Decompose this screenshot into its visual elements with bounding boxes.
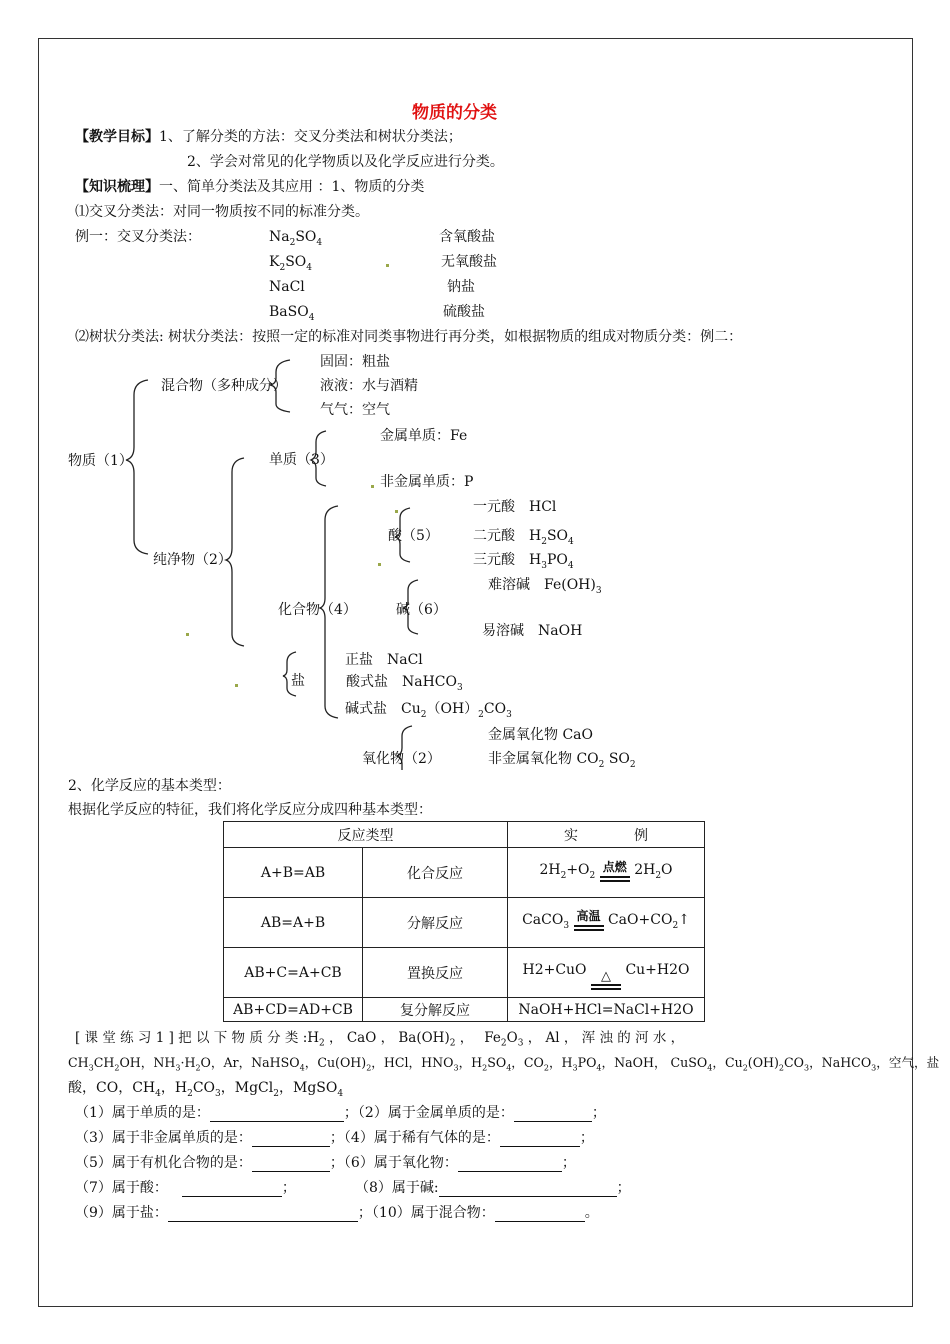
speck: [378, 563, 381, 566]
practice-line-1: [ 课 堂 练 习 1 ] 把 以 下 物 质 分 类 $:H_2$ ， CaO ， $Ba(OH)_2$ ， $Fe_2O_3$ ， Al ， 浑 浊 的 河 水 ，: [75, 1030, 685, 1049]
tree-oxide: 氧化物（2）: [362, 751, 441, 767]
page-title: 物质的分类: [412, 103, 497, 123]
answer-blank[interactable]: [168, 1207, 358, 1222]
q3-label: （3）属于非金属单质的是：: [75, 1130, 252, 1146]
tree-heading: ⑵树状分类法: 树状分类法：按照一定的标准对同类事物进行再分类，如根据物质的组成对物质分类：例二：: [75, 329, 743, 345]
tree-element: 单质（3）: [269, 452, 334, 468]
goal-item-2: 2、学会对常见的化学物质以及化学反应进行分类。: [187, 154, 504, 170]
q10-label: ；（10）属于混合物：: [357, 1205, 495, 1221]
reaction-example: NaOH+HCl=NaCl+H2O: [508, 998, 705, 1022]
eq-left: $2H_2+O_2$: [539, 861, 596, 881]
reaction-formula: A+B=AB: [224, 848, 363, 898]
question-row-3: （5）属于有机化合物的是： ；（6）属于氧化物： ；: [75, 1155, 576, 1171]
q2-label: ；（2）属于金属单质的是：: [343, 1105, 514, 1121]
salt-item: 正盐 NaCl: [345, 652, 423, 668]
mix-item: 气气：空气: [320, 402, 390, 418]
reaction-example: [508, 948, 705, 998]
eq-condition: △: [591, 968, 621, 990]
salt-item: 碱式盐 $Cu_2(OH)_2CO_3$: [345, 701, 512, 720]
q7-label: （7）属于酸：: [75, 1180, 168, 1196]
cross-category: 硫酸盐: [443, 304, 485, 320]
reaction-intro: 根据化学反应的特征，我们将化学反应分成四种基本类型：: [68, 802, 432, 818]
table-row: [224, 998, 705, 1022]
table-row: [224, 898, 705, 948]
speck: [386, 264, 389, 267]
tree-base: 碱（6）: [396, 602, 447, 618]
cross-category: 无氧酸盐: [441, 254, 497, 270]
base-item: 易溶碱 NaOH: [482, 623, 583, 639]
tree-compound: 化合物（4）: [278, 602, 357, 618]
table-header-row: [224, 822, 705, 848]
mix-item: 液液：水与酒精: [320, 378, 418, 394]
answer-blank[interactable]: [514, 1107, 592, 1122]
speck: [186, 633, 189, 636]
q8-label: （8）属于碱:: [355, 1180, 439, 1196]
q4-label: ；（4）属于稀有气体的是：: [329, 1130, 500, 1146]
metal-element: 金属单质：Fe: [380, 428, 468, 444]
answer-blank[interactable]: [252, 1132, 330, 1147]
speck: [235, 684, 238, 687]
cross-substance: $Na_2SO_4$: [269, 229, 323, 248]
table-row: [224, 848, 705, 898]
q9-label: （9）属于盐：: [75, 1205, 168, 1221]
speck: [371, 485, 374, 488]
eq-right: $2H_2O$: [634, 861, 673, 881]
answer-blank[interactable]: [210, 1107, 344, 1122]
reaction-example: [508, 848, 705, 898]
reaction-table: [223, 821, 705, 1022]
tree-salt: 盐: [291, 673, 305, 689]
mix-item: 固固：粗盐: [320, 354, 390, 370]
reaction-formula: AB=A+B: [224, 898, 363, 948]
tree-acid: 酸（5）: [388, 528, 439, 544]
tree-mixture: 混合物（多种成分）: [161, 378, 287, 394]
acid-item: 三元酸 $H_3PO_4$: [473, 552, 574, 571]
tree-pure: 纯净物（2）: [153, 552, 232, 568]
cross-substance: $K_2SO_4$: [269, 254, 313, 273]
cross-heading: ⑴交叉分类法：对同一物质按不同的标准分类。: [75, 204, 369, 220]
cross-example-label: 例一：交叉分类法：: [75, 229, 201, 245]
reaction-name: 复分解反应: [363, 998, 508, 1022]
eq-right: $CaO+CO_2↑$: [607, 911, 690, 931]
q6-label: ；（6）属于氧化物：: [329, 1155, 458, 1171]
knowledge-text: 一、简单分类法及其应用 ：1、物质的分类: [159, 179, 425, 195]
knowledge-label: 【知识梳理】: [75, 179, 159, 195]
reaction-formula: AB+CD=AD+CB: [224, 998, 363, 1022]
salt-item: 酸式盐 NaHCO$_3$: [346, 674, 463, 693]
goals-label: 【教学目标】: [75, 129, 159, 145]
base-item: 难溶碱 $Fe(OH)_3$: [488, 577, 602, 596]
oxide-item: 非金属氧化物 $CO_2$ $SO_2$: [488, 751, 636, 770]
reaction-name: 置换反应: [363, 948, 508, 998]
eq-condition: 点燃: [600, 858, 630, 882]
practice-line-3: 酸，CO，$CH_4$，$H_2CO_3$，MgCl$_2$，MgSO$_4$: [68, 1080, 344, 1099]
practice-line-2: $CH_3CH_2OH$，$NH_3\cdot H_2O$，Ar，NaHSO$_4$，$Cu(OH)_2$，HCl，$HNO_3$，$H_2SO_4$，$CO_2$，$H_3PO_4$，NaOH， CuSO$_4$，$Cu_2(OH)_2CO_3$，NaHCO$_3$，空气，盐: [68, 1055, 940, 1073]
table-row: [224, 948, 705, 998]
question-row-4b: （8）属于碱: ；: [355, 1180, 631, 1196]
eq-right: Cu+H2O: [625, 961, 690, 978]
answer-blank[interactable]: [182, 1182, 282, 1197]
q1-label: （1）属于单质的是：: [75, 1105, 210, 1121]
question-row-1: （1）属于单质的是： ；（2）属于金属单质的是： ；: [75, 1105, 606, 1121]
reaction-name: 化合反应: [363, 848, 508, 898]
reaction-formula: AB+C=A+CB: [224, 948, 363, 998]
reaction-name: 分解反应: [363, 898, 508, 948]
cross-category: 钠盐: [447, 279, 475, 295]
reaction-example: [508, 898, 705, 948]
speck: [395, 510, 398, 513]
eq-left: CaCO$_3$: [522, 911, 570, 931]
question-row-2: （3）属于非金属单质的是： ；（4）属于稀有气体的是： ；: [75, 1130, 594, 1146]
answer-blank[interactable]: [495, 1207, 585, 1222]
question-row-5: （9）属于盐： ；（10）属于混合物： 。: [75, 1205, 599, 1221]
cross-substance: NaCl: [269, 279, 305, 295]
nonmetal-element: 非金属单质：P: [380, 474, 474, 490]
question-row-4: （7）属于酸： ；: [75, 1180, 296, 1196]
reaction-heading: 2、化学反应的基本类型：: [68, 778, 231, 794]
cross-category: 含氧酸盐: [439, 229, 495, 245]
header-example: 实 例: [508, 822, 705, 848]
cross-substance: BaSO$_4$: [269, 304, 315, 323]
answer-blank[interactable]: [458, 1157, 562, 1172]
eq-left: H2+CuO: [522, 961, 587, 978]
eq-condition: 高温: [574, 907, 604, 931]
answer-blank[interactable]: [439, 1182, 617, 1197]
answer-blank[interactable]: [500, 1132, 580, 1147]
goal-item-1: 1、了解分类的方法：交叉分类法和树状分类法；: [159, 129, 462, 145]
q5-label: （5）属于有机化合物的是：: [75, 1155, 252, 1171]
header-type: 反应类型: [224, 822, 508, 848]
answer-blank[interactable]: [252, 1157, 330, 1172]
oxide-item: 金属氧化物 CaO: [488, 727, 593, 743]
acid-item: 二元酸 $H_2SO_4$: [473, 528, 574, 547]
acid-item: 一元酸 HCl: [473, 499, 557, 515]
tree-root: 物质（1）: [68, 453, 133, 469]
